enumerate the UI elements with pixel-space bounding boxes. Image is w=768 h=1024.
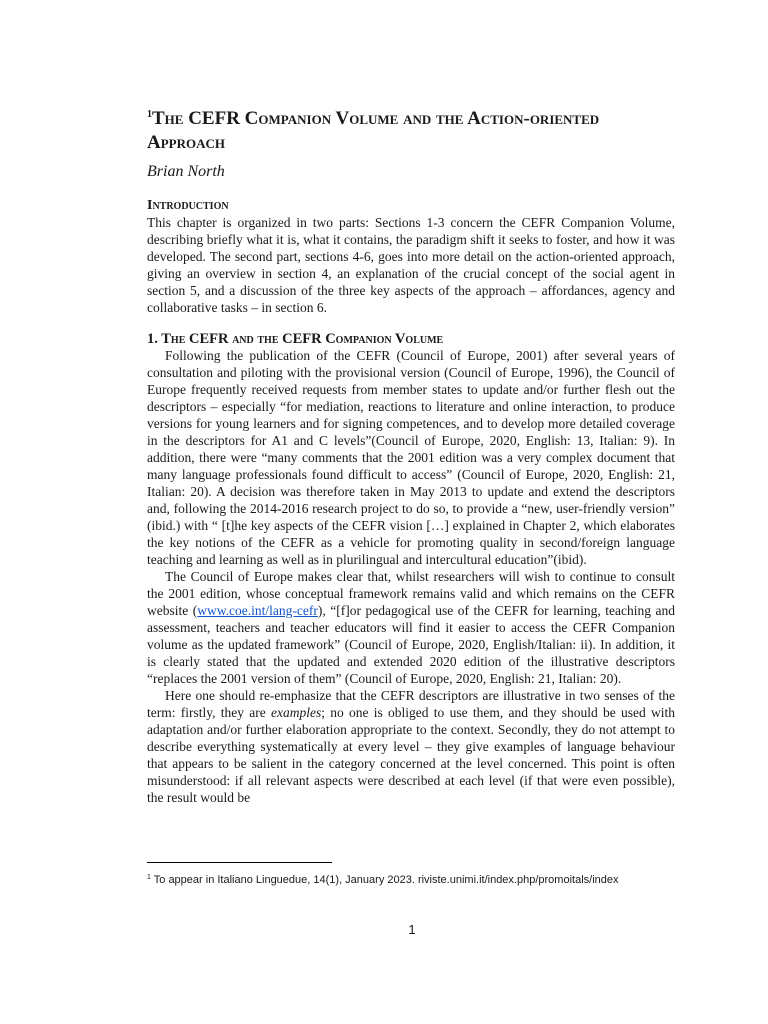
section-1-paragraph-3: [147, 687, 675, 806]
cefr-website-link[interactable]: www.coe.int/lang-cefr: [197, 603, 318, 618]
title-text: The CEFR Companion Volume and the Action-oriented Approach: [147, 108, 600, 153]
paragraph-3-text-a: Here one should re-emphasize that the CEFR descriptors are illustrative in two senses of the term: firstly, they are: [147, 688, 675, 720]
introduction-paragraph: This chapter is organized in two parts: Sections 1-3 concern the CEFR Companion Volume, describing briefly what it is, what it contains, the paradigm shift it seeks to foster, and how it was developed. The second part, sections 4-6, goes into more detail on the action-oriented approach, giving an overview in section 4, an explanation of the crucial concept of the social agent in section 5, and a discussion of the three key aspects of the approach – affordances, agency and collaborative tasks – in section 6.: [147, 215, 675, 315]
paragraph-2-text-a: The Council of Europe makes clear that, whilst researchers will wish to continue to consult the 2001 edition, whose conceptual framework remains valid and which remains on the CEFR website (: [147, 569, 675, 618]
footnote: [147, 871, 707, 887]
article-title: [147, 103, 675, 155]
title-footnote-marker[interactable]: 1: [147, 109, 152, 120]
footnote-text: To appear in Italiano Linguedue, 14(1), January 2023. riviste.unimi.it/index.php/promoitals/index: [150, 874, 619, 886]
emphasis-examples: examples: [271, 705, 322, 720]
footnote-separator: [147, 862, 332, 863]
section-1-body: [147, 347, 675, 806]
section-1-heading: 1. The CEFR and the CEFR Companion Volume: [147, 331, 444, 347]
author-name: Brian North: [147, 163, 225, 180]
section-1-paragraph-1: Following the publication of the CEFR (Council of Europe, 2001) after several years of consultation and piloting with the provisional version (Council of Europe, 1996), the Council of Europe frequently received requests from member states to update and/or further flesh out the descriptors – especially “for mediation, reactions to literature and online interaction, to produce versions for young learners and for signing competences, and to develop more detailed coverage in the descriptors for A1 and C levels”(Council of Europe, 2020, English: 13, Italian: 9). In addition, there were “many comments that the 2001 edition was a very complex document that many language professionals found difficult to access” (Council of Europe, 2020, English: 21, Italian: 20). A decision was therefore taken in May 2013 to update and extend the descriptors and, following the 2014-2016 research project to do so, to provide a “new, user-friendly version” (ibid.) with “ [t]he key aspects of the CEFR vision […] explained in Chapter 2, which elaborates the key notions of the CEFR as a vehicle for promoting quality in second/foreign language teaching and learning as well as in plurilingual and intercultural education”(ibid).: [147, 348, 675, 567]
paragraph-2-text-b: ), “[f]or pedagogical use of the CEFR for learning, teaching and assessment, teachers and teacher educators will find it easier to access the CEFR Companion volume as the updated framework” (Council of Europe, 2020, English/Italian: ii). In addition, it is clearly stated that the updated and extended 2020 edition of the illustrative descriptors “replaces the 2001 version of them” (Council of Europe, 2020, English: 21, Italian: 20).: [147, 603, 675, 686]
footnote-marker: 1: [147, 874, 151, 881]
page-number: 1: [408, 922, 416, 937]
section-1-paragraph-2: [147, 568, 675, 687]
paragraph-3-text-b: ; no one is obliged to use them, and they should be used with adaptation and/or further elaboration appropriate to the context. Secondly, they do not attempt to describe everything systematically at every level – they give examples of language behaviour that appears to be salient in the category concerned at the level concerned. This point is often misunderstood: if all relevant aspects were described at each level (if that were even possible), the result would be: [147, 705, 675, 805]
introduction-heading: Introduction: [147, 198, 229, 213]
